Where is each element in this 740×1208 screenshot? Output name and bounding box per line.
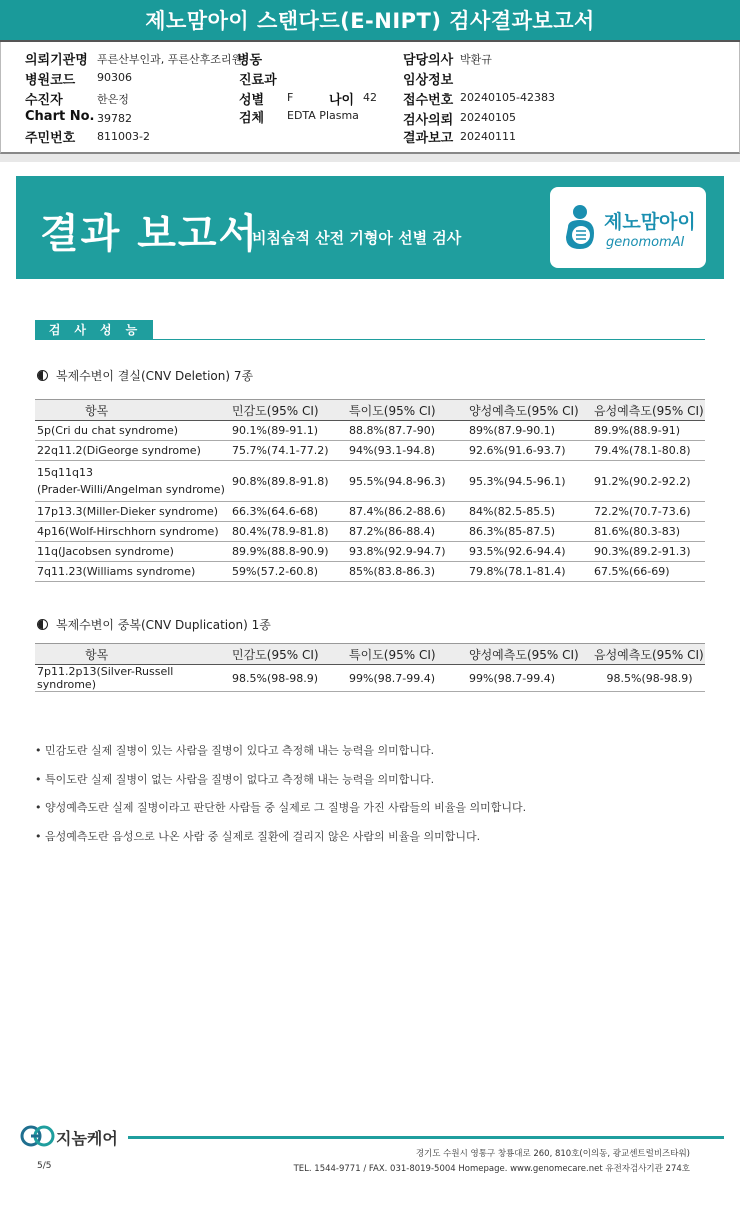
table-row bbox=[35, 542, 705, 562]
separator-strip bbox=[0, 154, 740, 162]
cell-npv: 72.2%(70.7-73.6) bbox=[594, 502, 705, 522]
hospital-code-label: 병원코드 bbox=[25, 73, 76, 88]
cell-npv: 98.5%(98-98.9) bbox=[594, 665, 705, 692]
cell-item: 5p(Cri du chat syndrome) bbox=[35, 421, 232, 441]
accession-value: 20240105-42383 bbox=[460, 91, 555, 104]
footer-address: 경기도 수원시 영통구 창룡대로 260, 810호(이의동, 광교센트럴비즈타워) bbox=[415, 1149, 690, 1159]
cell-specificity: 88.8%(87.7-90) bbox=[349, 421, 469, 441]
table-row bbox=[35, 522, 705, 542]
cell-sensitivity: 90.8%(89.8-91.8) bbox=[232, 461, 349, 502]
section-tab-performance: 검사성능 bbox=[35, 320, 153, 340]
institution-value: 푸른산부인과, 푸른산후조리원 bbox=[97, 53, 243, 66]
clinical-label: 임상정보 bbox=[403, 73, 454, 88]
note-ppv: • 양성예측도란 실제 질병이라고 판단한 사람들 중 실제로 그 질병을 가진 사람들의 비율을 의미합니다. bbox=[35, 801, 527, 814]
cell-item: 7q11.23(Williams syndrome) bbox=[35, 562, 232, 582]
specimen-value: EDTA Plasma bbox=[287, 109, 359, 122]
cell-npv: 89.9%(88.9-91) bbox=[594, 421, 705, 441]
col-npv: 음성예측도(95% CI) bbox=[594, 644, 705, 665]
cell-ppv: 84%(82.5-85.5) bbox=[469, 502, 594, 522]
cell-npv: 79.4%(78.1-80.8) bbox=[594, 441, 705, 461]
footer-contact: TEL. 1544-9771 / FAX. 031-8019-5004 Homepage. www.genomecare.net 유전자검사기관 274호 bbox=[293, 1164, 690, 1174]
note-sensitivity: • 민감도란 실제 질병이 있는 사람을 질병이 있다고 측정해 내는 능력을 의미합니다. bbox=[35, 744, 435, 757]
deletion-table bbox=[35, 399, 705, 582]
duplication-heading-text: 복제수변이 중복(CNV Duplication) 1종 bbox=[56, 618, 271, 632]
cell-specificity: 85%(83.8-86.3) bbox=[349, 562, 469, 582]
definition-notes bbox=[35, 742, 526, 856]
ward-label: 병동 bbox=[237, 53, 263, 68]
cell-ppv: 93.5%(92.6-94.4) bbox=[469, 542, 594, 562]
cell-ppv: 92.6%(91.6-93.7) bbox=[469, 441, 594, 461]
mother-baby-icon bbox=[560, 203, 602, 253]
name-label: 수진자 bbox=[25, 93, 63, 108]
col-specificity: 특이도(95% CI) bbox=[349, 400, 469, 421]
doctor-value: 박환규 bbox=[460, 53, 492, 66]
cell-sensitivity: 89.9%(88.8-90.9) bbox=[232, 542, 349, 562]
report-title-bar bbox=[0, 0, 740, 42]
cell-item: 22q11.2(DiGeorge syndrome) bbox=[35, 441, 232, 461]
cell-item: 4p16(Wolf-Hirschhorn syndrome) bbox=[35, 522, 232, 542]
cell-specificity: 95.5%(94.8-96.3) bbox=[349, 461, 469, 502]
logo-english-text: genomomAI bbox=[606, 235, 685, 250]
chart-no-label: Chart No. bbox=[25, 109, 95, 124]
col-item: 항목 bbox=[35, 400, 232, 421]
cell-npv: 91.2%(90.2-92.2) bbox=[594, 461, 705, 502]
table-row bbox=[35, 461, 705, 502]
id-number-value: 811003-2 bbox=[97, 130, 150, 143]
table-row bbox=[35, 421, 705, 441]
report-date-value: 20240111 bbox=[460, 130, 516, 143]
chart-no-value: 39782 bbox=[97, 112, 132, 125]
cell-item bbox=[35, 461, 232, 502]
col-specificity: 특이도(95% CI) bbox=[349, 644, 469, 665]
cell-ppv: 89%(87.9-90.1) bbox=[469, 421, 594, 441]
cell-npv: 67.5%(66-69) bbox=[594, 562, 705, 582]
cell-item-line1: 15q11q13 bbox=[37, 466, 93, 479]
half-circle-icon bbox=[37, 370, 48, 381]
cell-sensitivity: 59%(57.2-60.8) bbox=[232, 562, 349, 582]
genomomai-logo bbox=[550, 187, 706, 268]
note-specificity: • 특이도란 실제 질병이 없는 사람을 질병이 없다고 측정해 내는 능력을 의미합니다. bbox=[35, 772, 435, 786]
name-value: 한은정 bbox=[97, 93, 129, 106]
table-header-row bbox=[35, 644, 705, 665]
report-date-label: 결과보고 bbox=[403, 131, 454, 146]
cell-item: 17p13.3(Miller-Dieker syndrome) bbox=[35, 502, 232, 522]
note-npv: • 음성예측도란 음성으로 나온 사람 중 실제로 질환에 걸리지 않은 사람의 비율을 의미합니다. bbox=[35, 829, 481, 843]
page-number: 5/5 bbox=[37, 1161, 52, 1171]
table-row bbox=[35, 441, 705, 461]
accession-label: 접수번호 bbox=[403, 93, 454, 108]
table-row bbox=[35, 562, 705, 582]
report-title: 제노맘아이 스탠다드(E-NIPT) 검사결과보고서 bbox=[145, 9, 595, 33]
col-sensitivity: 민감도(95% CI) bbox=[232, 644, 349, 665]
cell-ppv: 99%(98.7-99.4) bbox=[469, 665, 594, 692]
cell-specificity: 87.2%(86-88.4) bbox=[349, 522, 469, 542]
genomecare-logo-icon bbox=[20, 1125, 56, 1147]
deletion-heading-text: 복제수변이 결실(CNV Deletion) 7종 bbox=[56, 369, 254, 383]
cell-item-line2: (Prader-Willi/Angelman syndrome) bbox=[37, 483, 225, 496]
banner-subtitle: 비침습적 산전 기형아 선별 검사 bbox=[252, 229, 462, 247]
cell-item: 7p11.2p13(Silver-Russell syndrome) bbox=[35, 665, 232, 692]
id-number-label: 주민번호 bbox=[25, 131, 76, 146]
cell-specificity: 94%(93.1-94.8) bbox=[349, 441, 469, 461]
duplication-heading bbox=[37, 616, 271, 633]
section-divider bbox=[35, 339, 705, 340]
age-value: 42 bbox=[363, 91, 377, 104]
cell-item: 11q(Jacobsen syndrome) bbox=[35, 542, 232, 562]
age-label: 나이 bbox=[329, 93, 355, 108]
institution-label: 의뢰기관명 bbox=[25, 53, 88, 68]
cell-ppv: 95.3%(94.5-96.1) bbox=[469, 461, 594, 502]
sex-label: 성별 bbox=[239, 93, 265, 108]
col-item: 항목 bbox=[35, 644, 232, 665]
cell-ppv: 79.8%(78.1-81.4) bbox=[469, 562, 594, 582]
cell-ppv: 86.3%(85-87.5) bbox=[469, 522, 594, 542]
cell-npv: 81.6%(80.3-83) bbox=[594, 522, 705, 542]
table-row bbox=[35, 502, 705, 522]
cell-sensitivity: 75.7%(74.1-77.2) bbox=[232, 441, 349, 461]
cell-sensitivity: 90.1%(89-91.1) bbox=[232, 421, 349, 441]
cell-sensitivity: 98.5%(98-98.9) bbox=[232, 665, 349, 692]
col-ppv: 양성예측도(95% CI) bbox=[469, 400, 594, 421]
dept-label: 진료과 bbox=[239, 73, 277, 88]
request-label: 검사의뢰 bbox=[403, 113, 454, 128]
half-circle-icon bbox=[37, 619, 48, 630]
patient-info bbox=[0, 42, 740, 154]
hospital-code-value: 90306 bbox=[97, 71, 132, 84]
specimen-label: 검체 bbox=[239, 111, 265, 126]
cell-npv: 90.3%(89.2-91.3) bbox=[594, 542, 705, 562]
sex-value: F bbox=[287, 91, 294, 104]
col-sensitivity: 민감도(95% CI) bbox=[232, 400, 349, 421]
table-row bbox=[35, 665, 705, 692]
cell-sensitivity: 66.3%(64.6-68) bbox=[232, 502, 349, 522]
result-banner bbox=[16, 176, 724, 279]
logo-korean-text: 제노맘아이 bbox=[604, 211, 696, 233]
col-ppv: 양성예측도(95% CI) bbox=[469, 644, 594, 665]
duplication-table bbox=[35, 643, 705, 692]
doctor-label: 담당의사 bbox=[403, 53, 454, 68]
cell-specificity: 93.8%(92.9-94.7) bbox=[349, 542, 469, 562]
cell-sensitivity: 80.4%(78.9-81.8) bbox=[232, 522, 349, 542]
cell-specificity: 99%(98.7-99.4) bbox=[349, 665, 469, 692]
deletion-heading bbox=[37, 367, 253, 384]
col-npv: 음성예측도(95% CI) bbox=[594, 400, 705, 421]
footer-divider bbox=[128, 1136, 724, 1139]
request-value: 20240105 bbox=[460, 111, 516, 124]
footer-brand: 지놈케어 bbox=[56, 1129, 118, 1148]
table-header-row bbox=[35, 400, 705, 421]
banner-title: 결과 보고서 bbox=[40, 211, 260, 257]
cell-specificity: 87.4%(86.2-88.6) bbox=[349, 502, 469, 522]
